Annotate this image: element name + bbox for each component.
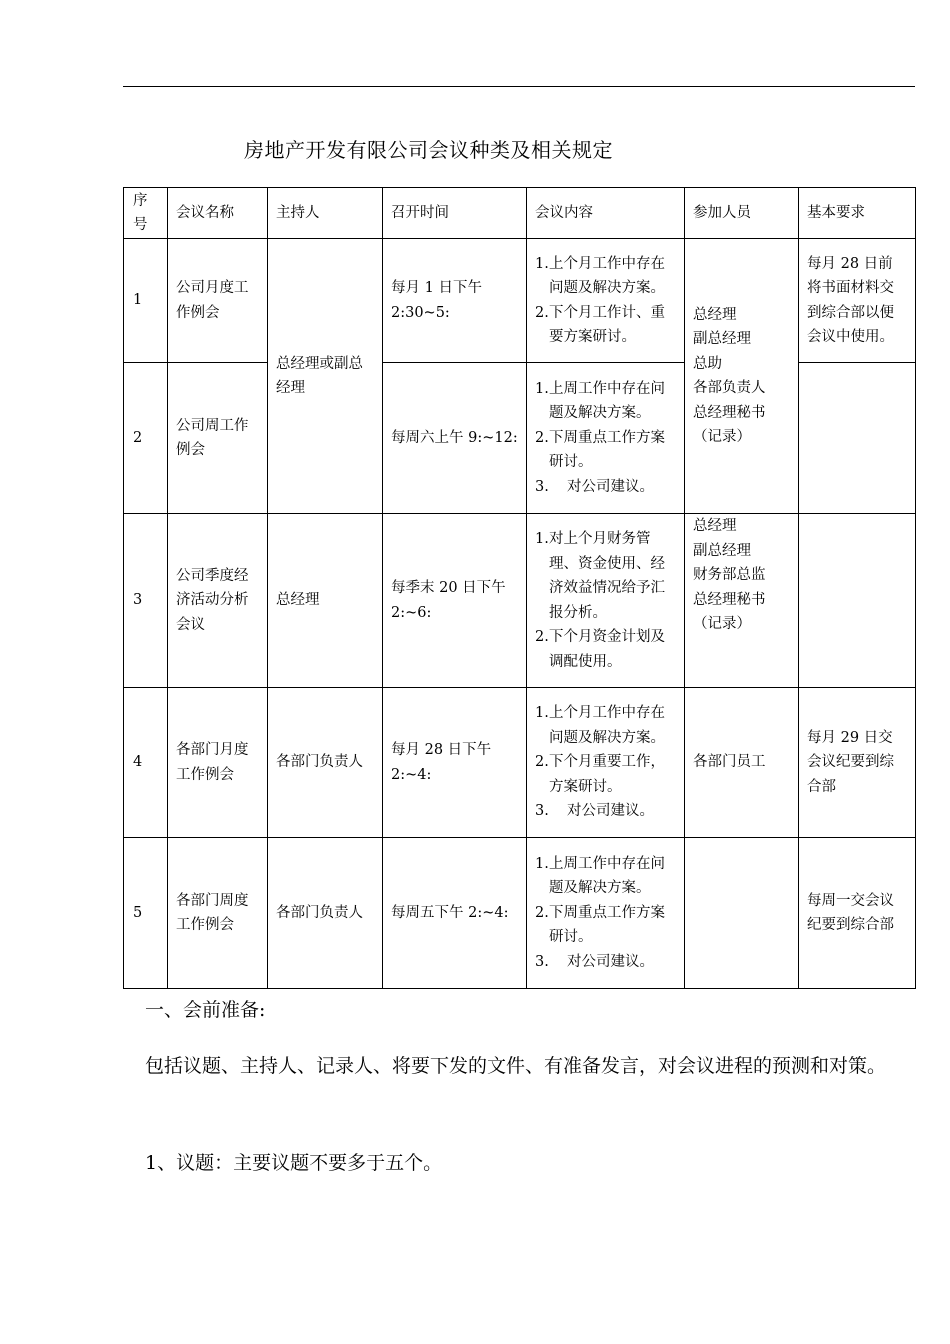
cell-meeting-name: 公司周工作例会	[168, 363, 268, 514]
cell-content	[527, 514, 685, 688]
content-item: 1. 上周工作中存在问题及解决方案。	[535, 380, 665, 422]
cell-host: 总经理	[268, 514, 383, 688]
header-cell-attendees: 参加人员	[685, 188, 799, 239]
cell-host: 各部门负责人	[268, 838, 383, 989]
content-item: 1. 对上个月财务管理、资金使用、经济效益情况给予汇报分析。	[535, 531, 665, 621]
cell-requirement	[799, 363, 916, 514]
header-cell-no: 序号	[124, 188, 168, 239]
content-item: 2. 下周重点工作方案研讨。	[535, 904, 665, 946]
table-row	[124, 838, 916, 989]
cell-time: 每月 1 日下午 2:30~5:	[383, 239, 527, 363]
header-cell-host: 主持人	[268, 188, 383, 239]
section-paragraph: 包括议题、主持人、记录人、将要下发的文件、有准备发言，对会议进程的预测和对策。	[145, 1055, 887, 1077]
table-row	[124, 514, 916, 688]
header-cell-requirement: 基本要求	[799, 188, 916, 239]
cell-requirement: 每月 29 日交会议纪要到综合部	[799, 688, 916, 838]
cell-meeting-name: 各部门月度工作例会	[168, 688, 268, 838]
content-item: 3. 对公司建议。	[535, 478, 654, 495]
cell-no: 2	[124, 363, 168, 514]
cell-time: 每周六上午 9:~12:	[383, 363, 527, 514]
cell-content	[527, 363, 685, 514]
table-row	[124, 688, 916, 838]
cell-time: 每季末 20 日下午 2:~6:	[383, 514, 527, 688]
cell-meeting-name: 公司季度经济活动分析会议	[168, 514, 268, 688]
cell-no: 5	[124, 838, 168, 989]
table-row	[124, 239, 916, 363]
cell-requirement: 每月 28 日前将书面材料交到综合部以便会议中使用。	[799, 239, 916, 363]
content-item: 1. 上周工作中存在问题及解决方案。	[535, 855, 665, 897]
cell-attendees: 总经理 副总经理 财务部总监 总经理秘书 （记录）	[685, 514, 799, 688]
header-cell-name: 会议名称	[168, 188, 268, 239]
cell-content	[527, 838, 685, 989]
cell-time: 每月 28 日下午 2:~4:	[383, 688, 527, 838]
section-item: 1、议题：主要议题不要多于五个。	[145, 1152, 443, 1174]
meeting-table	[123, 187, 916, 989]
cell-attendees	[685, 838, 799, 989]
header-rule	[123, 86, 915, 87]
cell-no: 3	[124, 514, 168, 688]
cell-content	[527, 239, 685, 363]
cell-no: 1	[124, 239, 168, 363]
cell-attendees-shared: 总经理 副总经理 总助 各部负责人 总经理秘书 （记录）	[685, 239, 799, 514]
document-title: 房地产开发有限公司会议种类及相关规定	[244, 138, 613, 162]
cell-time: 每周五下午 2:~4:	[383, 838, 527, 989]
cell-no: 4	[124, 688, 168, 838]
content-item: 3. 对公司建议。	[535, 953, 654, 970]
header-cell-content: 会议内容	[527, 188, 685, 239]
content-item: 3. 对公司建议。	[535, 803, 654, 820]
content-item: 2. 下个月工作计、重要方案研讨。	[535, 304, 665, 345]
content-item: 2. 下周重点工作方案研讨。	[535, 429, 665, 471]
cell-host: 各部门负责人	[268, 688, 383, 838]
cell-meeting-name: 公司月度工作例会	[168, 239, 268, 363]
section-heading: 一、会前准备:	[145, 999, 266, 1021]
header-cell-time: 召开时间	[383, 188, 527, 239]
content-item: 2. 下个月重要工作，方案研讨。	[535, 754, 665, 795]
content-item: 2. 下个月资金计划及调配使用。	[535, 629, 665, 670]
table-header-row	[124, 188, 916, 239]
cell-content	[527, 688, 685, 838]
cell-requirement	[799, 514, 916, 688]
cell-meeting-name: 各部门周度工作例会	[168, 838, 268, 989]
cell-requirement: 每周一交会议纪要到综合部	[799, 838, 916, 989]
cell-attendees: 各部门员工	[685, 688, 799, 838]
content-item: 1. 上个月工作中存在问题及解决方案。	[535, 255, 665, 296]
content-item: 1. 上个月工作中存在问题及解决方案。	[535, 705, 665, 746]
cell-host-shared: 总经理或副总经理	[268, 239, 383, 514]
